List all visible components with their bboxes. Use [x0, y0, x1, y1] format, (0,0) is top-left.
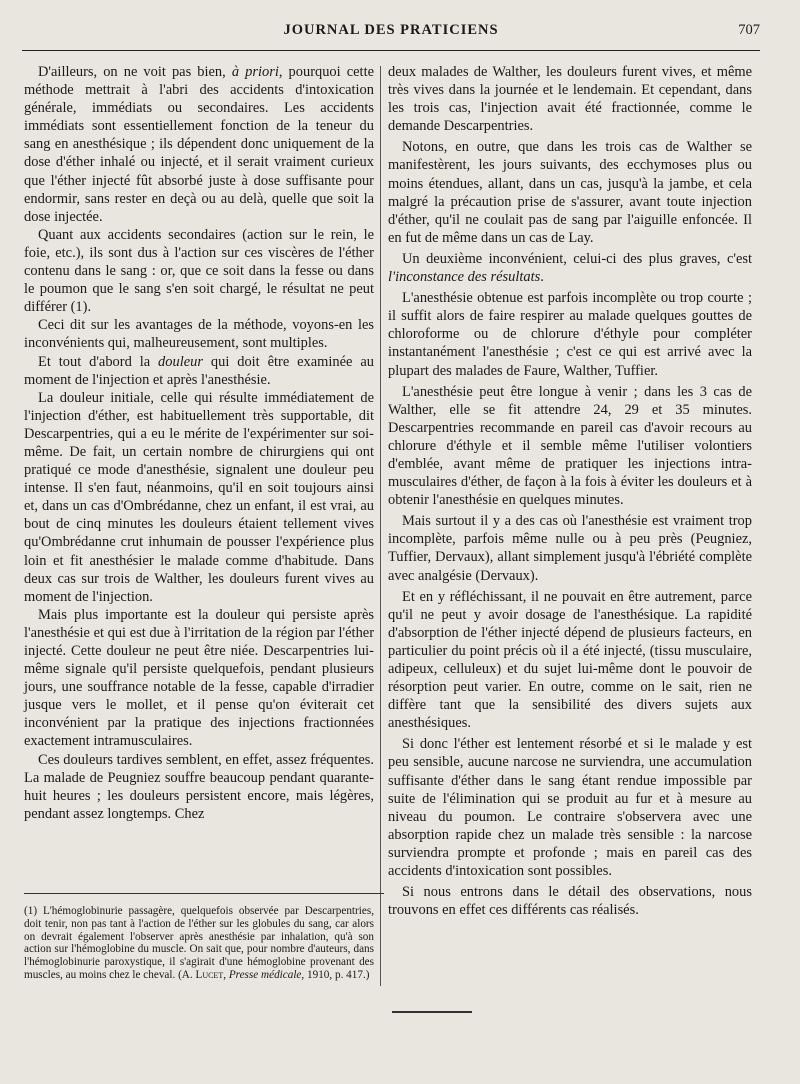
paragraph: Quant aux accidents secondaires (action sur le rein, le foie, etc.), ils sont dus à l'action sur ces viscères de l'éther contenu dans le sang : or, que ce soit dans la fesse ou dans le poumon que le sang s'en soit chargé, le résultat ne peut différer (1). — [24, 226, 374, 316]
paragraph: Ceci dit sur les avantages de la méthode, voyons-en les inconvénients qui, malheureusement, sont multiples. — [24, 317, 374, 352]
footnote-author: Lucet — [195, 968, 224, 981]
footnote-divider — [24, 893, 384, 894]
paragraph: deux malades de Walther, les douleurs furent vives, et même très vives dans la journée et le lendemain. Et cependant, dans les trois cas, l'injection avait été fractionnée, comme le demande Descarpentries. — [388, 64, 752, 135]
page-number: 707 — [738, 22, 760, 38]
paragraph: La douleur initiale, celle qui résulte immédiatement de l'injection d'éther, est habituellement très supportable, dit Descarpentries, qui a eu le mérite de l'expérimenter sur soi-même. De fait, un certain nombre de chirurgiens qui ont pratiqué ce mode d'anesthésie, signalent une douleur peu intense. Il s'en faut, néanmoins, qu'il en soit toujours ainsi et, dans un cas d'Ombrédanne, chez un enfant, il est vrai, au bout de cinq minutes les douleurs étaient tellement vives qu'Ombrédanne crut inhumain de pousser l'expérience plus loin et fit anesthésier le malade comme d'habitude. Dans deux cas sur trois de Walther, les douleurs furent vives au moment de l'injection. — [24, 389, 374, 605]
paragraph: L'anesthésie obtenue est parfois incomplète ou trop courte ; il suffit alors de faire respirer au malade quelques gouttes de chloroforme ou de chlorure d'éthyle pour compléter instantanément l'anesthésie ; c'est ce qui est arrivé avec la plupart des malades de Faure, Walther, Tuffier. — [388, 290, 752, 379]
paragraph: Et en y réfléchissant, il ne pouvait en être autrement, parce qu'il ne peut y avoir dosage de l'anesthésique. La rapidité d'absorption de l'éther injecté dépend de plusieurs facteurs, en particulier du point précis où il a été injecté, (tissu musculaire, adipeux, celluleux) et du sujet lui-même dont le pouvoir de résorption peut varier. En outre, comme on le sait, rien ne diffère tant que la sensibilité des divers sujets aux anesthésiques. — [388, 588, 752, 732]
paragraph: Ces douleurs tardives semblent, en effet, assez fréquentes. La malade de Peugniez souffre beaucoup pendant quarante-huit heures ; les douleurs persistent encore, mais légères, pendant assez longtemps. Chez — [24, 751, 374, 822]
end-rule — [392, 1011, 472, 1013]
paragraph: Notons, en outre, que dans les trois cas de Walther se manifestèrent, les jours suivants, des ecchymoses plus ou moins étendues, allant, dans un cas, jusqu'à la jambe, et cela malgré la précaution prise de s'assurer, avant toute injection d'éther, qu'il ne coulait pas de sang par l'aiguille enfoncée. Il en fut de même dans un cas de Lay. — [388, 139, 752, 246]
right-column — [388, 63, 752, 922]
journal-title: JOURNAL DES PRATICIENS — [283, 22, 499, 38]
paragraph: Un deuxième inconvénient, celui-ci des plus graves, c'est l'inconstance des résultats. — [388, 250, 752, 286]
paragraph: Mais plus importante est la douleur qui persiste après l'anesthésie et qui est due à l'irritation de la région par l'éther injecté. Cette douleur ne peut être niée. Descarpentries lui-même signale qu'il persiste quelquefois, pendant plusieurs jours, une souffrance notable de la fesse, capable d'irradier jusque vers le mollet, et il pense qu'on éviterait cet inconvénient par la pratique des injections fractionnées exactement intramusculaires. — [24, 606, 374, 750]
column-divider — [380, 66, 381, 986]
paragraph: L'anesthésie peut être longue à venir ; dans les 3 cas de Walther, elle se fit attendre 24, 29 et 35 minutes. Descarpentries recommande en pareil cas d'avoir recours au chlorure d'éthyle et il semble même l'utiliser volontiers d'emblée, avant même de pratiquer les injections intra-musculaires d'éther, de façon à la fois à éviter les douleurs et à obtenir l'anesthésie en quelques minutes. — [388, 383, 752, 509]
running-header — [22, 22, 760, 51]
paragraph: Mais surtout il y a des cas où l'anesthésie est vraiment trop incomplète, parfois même nulle ou à peu près (Peugniez, Tuffier, Dervaux), allant simplement jusqu'à l'ébriété complète avec analgésie (Dervaux). — [388, 513, 752, 584]
footnote: (1) L'hémoglobinurie passagère, quelquefois observée par Descarpentries, doit tenir, non pas tant à l'action de l'éther sur les globules du sang, car alors on devrait également l'observer après anesthésie par inhalation, qu'à son action sur l'hémoglobine du muscle. On sait que, pour nombre d'auteurs, dans l'hémoglobinurie paroxystique, il s'agirait d'une hémoglobine provenant des muscles, au moins chez le cheval. (A. Lucet, Presse médicale, 1910, p. 417.) — [24, 905, 374, 981]
paragraph: Et tout d'abord la douleur qui doit être examinée au moment de l'injection et après l'anesthésie. — [24, 353, 374, 388]
footnote-source: Presse médicale — [228, 968, 302, 981]
paragraph: D'ailleurs, on ne voit pas bien, à priori, pourquoi cette méthode mettrait à l'abri des accidents d'intoxication générale, immédiats ou secondaires. Les accidents immédiats sont essentiellement fonction de la teneur du sang en anesthésique ; ils dépendent donc uniquement de la dose d'éther inhalé ou injecté, et il serait vraiment curieux que l'éther injecté fût absorbé juste à dose suffisante pour endormir, sans rester en deçà ou au delà, quelle que soit la dose injectée. — [24, 64, 374, 225]
paragraph: Si donc l'éther est lentement résorbé et si le malade y est peu sensible, aucune narcose ne surviendra, une accumulation suffisante d'éther dans le sang étant rendue impossible par suite de l'élimination qui se produit au fur et à mesure au niveau du poumon. Le contraire s'observera avec une absorption rapide chez un malade très sensible : la narcose surviendra prompte et profonde ; mais en pareil cas des accidents d'intoxication sont possibles. — [388, 736, 752, 880]
paragraph: Si nous entrons dans le détail des observations, nous trouvons en effet ces différents cas réalisés. — [388, 884, 752, 919]
left-column — [24, 63, 374, 823]
